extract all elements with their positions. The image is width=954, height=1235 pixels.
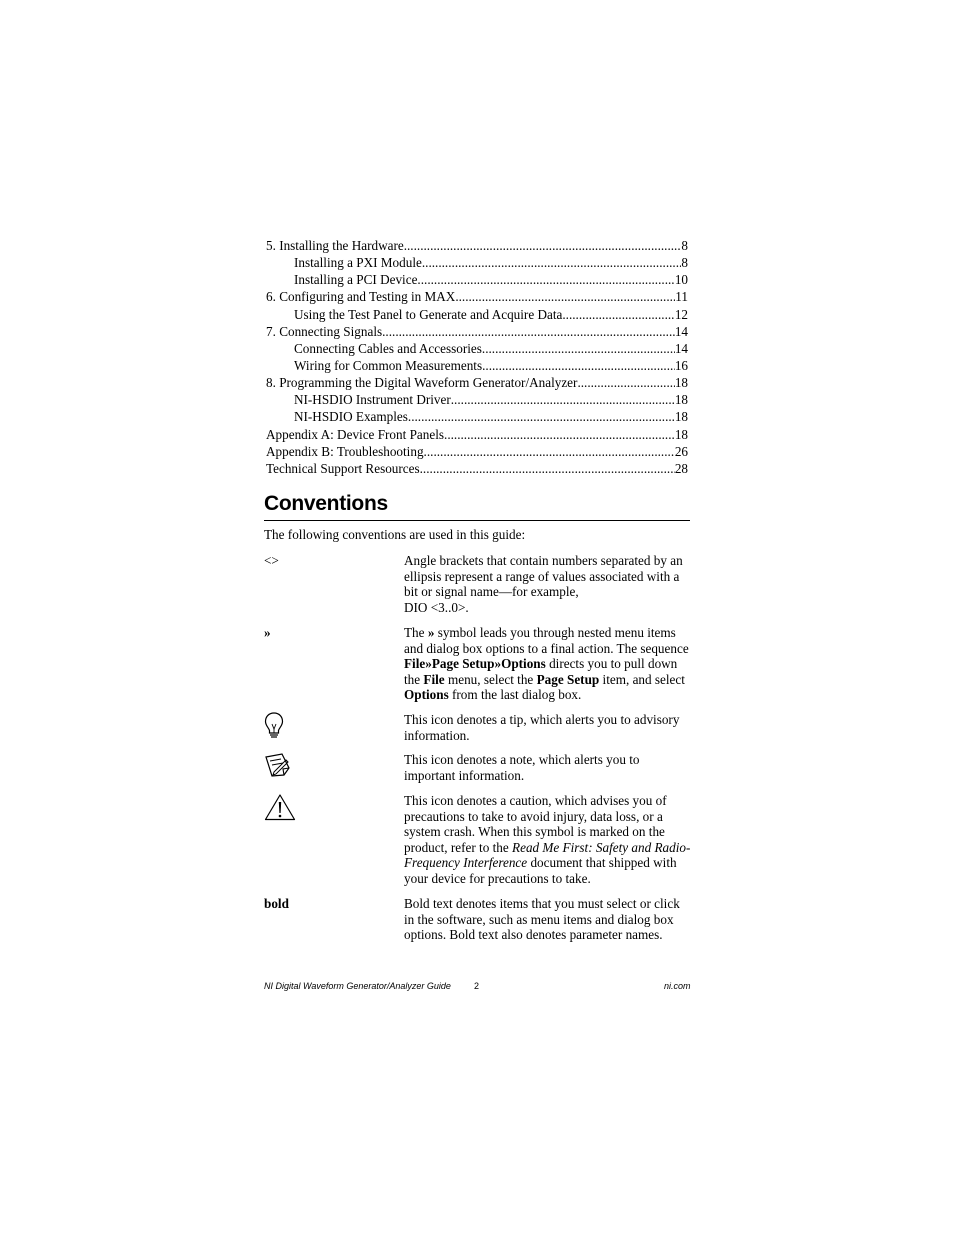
toc-leader (562, 306, 674, 323)
toc-leader (482, 340, 675, 357)
toc-entry[interactable] (266, 237, 688, 254)
toc-entry-title: 6. Configuring and Testing in MAX (266, 289, 456, 305)
toc-entry[interactable] (266, 288, 688, 305)
toc-entry[interactable] (266, 340, 688, 357)
definition-text: document that shipped with your device for precautions to take. (404, 855, 677, 886)
toc-leader (422, 254, 682, 271)
toc-leader (408, 408, 675, 425)
toc-entry-page: 18 (674, 426, 688, 442)
toc-leader (577, 374, 674, 391)
bold-term: » (427, 625, 435, 640)
toc-entry-title: 7. Connecting Signals (266, 323, 383, 339)
convention-term: <> (264, 553, 279, 568)
convention-definition (404, 625, 692, 703)
toc-leader (444, 426, 675, 443)
toc-entry-page: 12 (674, 306, 688, 322)
definition-example: DIO <3..0>. (404, 599, 469, 615)
convention-definition: This icon denotes a tip, which alerts you to advisory information. (404, 712, 680, 743)
definition-text: Angle brackets that contain numbers separated by an ellipsis represent a range of values associated with a bit or signal name—for example, (404, 553, 683, 600)
toc-entry[interactable] (266, 271, 688, 288)
intro-paragraph: The following conventions are used in this guide: (264, 527, 526, 542)
toc-entry-title: Wiring for Common Measurements (294, 357, 483, 373)
definition-text: The (404, 625, 428, 640)
toc-entry[interactable] (266, 460, 688, 477)
toc-leader (382, 323, 675, 340)
toc-entry[interactable] (266, 408, 688, 425)
toc-entry-page: 16 (674, 357, 688, 373)
toc-entry-title: Technical Support Resources (266, 460, 420, 476)
toc-entry-title: NI-HSDIO Examples (294, 409, 408, 425)
section-heading: Conventions (264, 490, 690, 521)
document-title: Read Me First: Safety and Radio-Frequency Interference (404, 839, 691, 871)
toc-entry[interactable] (266, 357, 688, 374)
lightbulb-icon (264, 712, 284, 740)
toc-leader (455, 288, 675, 305)
toc-entry[interactable] (266, 374, 688, 391)
bold-term: File (423, 671, 445, 687)
definition-text: item, and select (599, 671, 685, 687)
toc-entry[interactable] (266, 254, 688, 271)
toc-entry[interactable] (266, 323, 688, 340)
bold-term: Options (404, 687, 449, 703)
note-icon (264, 752, 292, 778)
toc-entry-title: Appendix A: Device Front Panels (266, 426, 445, 442)
convention-term: » (264, 625, 271, 640)
toc-entry-title: Connecting Cables and Accessories (294, 340, 482, 356)
definition-text: symbol leads you through nested menu items and dialog box options to a final action. The sequence (404, 625, 689, 656)
toc-leader (482, 357, 675, 374)
toc-entry[interactable] (266, 443, 688, 460)
bold-term: File»Page Setup»Options (404, 656, 546, 672)
toc-entry[interactable] (266, 306, 688, 323)
convention-definition (404, 793, 692, 887)
toc-entry-title: 8. Programming the Digital Waveform Generator/Analyzer (266, 375, 578, 391)
definition-text: directs you to pull down the (404, 656, 678, 687)
convention-definition (404, 553, 692, 615)
toc-leader (451, 391, 675, 408)
toc-entry-page: 11 (675, 289, 688, 305)
definition-text: menu, select the (444, 671, 537, 687)
toc-entry-page: 8 (681, 255, 688, 271)
toc-entry-page: 14 (674, 323, 688, 339)
caution-icon (264, 793, 296, 821)
toc-entry[interactable] (266, 426, 688, 443)
convention-definition: Bold text denotes items that you must select or click in the software, such as menu items and dialog box options. Bold text also denotes parameter names. (404, 896, 680, 943)
toc-leader (404, 237, 682, 254)
bold-term: Page Setup (536, 671, 600, 687)
toc-entry-page: 28 (674, 460, 688, 476)
toc-entry-page: 18 (674, 409, 688, 425)
toc-entry-page: 18 (674, 375, 688, 391)
footer-website: ni.com (664, 981, 691, 991)
toc-entry-title: Appendix B: Troubleshooting (266, 443, 424, 459)
definition-text: from the last dialog box. (448, 687, 582, 703)
footer-title: NI Digital Waveform Generator/Analyzer Guide (264, 981, 451, 991)
toc-entry-page: 14 (674, 340, 688, 356)
convention-definition: This icon denotes a note, which alerts you to important information. (404, 752, 640, 783)
toc-entry[interactable] (266, 391, 688, 408)
toc-leader (420, 460, 675, 477)
toc-leader (417, 271, 674, 288)
toc-entry-title: Installing a PCI Device (294, 272, 418, 288)
toc-entry-title: Using the Test Panel to Generate and Acquire Data (294, 306, 563, 322)
toc-entry-page: 10 (674, 272, 688, 288)
toc-entry-title: NI-HSDIO Instrument Driver (294, 392, 451, 408)
footer-page-number: 2 (474, 981, 480, 991)
toc-entry-title: 5. Installing the Hardware (266, 238, 404, 253)
toc-leader (424, 443, 675, 460)
toc-entry-page: 18 (674, 392, 688, 408)
toc-entry-page: 8 (681, 238, 688, 253)
table-of-contents (266, 237, 688, 477)
toc-entry-page: 26 (674, 443, 688, 459)
toc-entry-title: Installing a PXI Module (294, 255, 422, 271)
convention-term: bold (264, 896, 289, 911)
definition-text: This icon denotes a caution, which advises you of precautions to take to avoid injury, data loss, or a system crash. When this symbol is marked on the product, refer to the (404, 793, 667, 855)
